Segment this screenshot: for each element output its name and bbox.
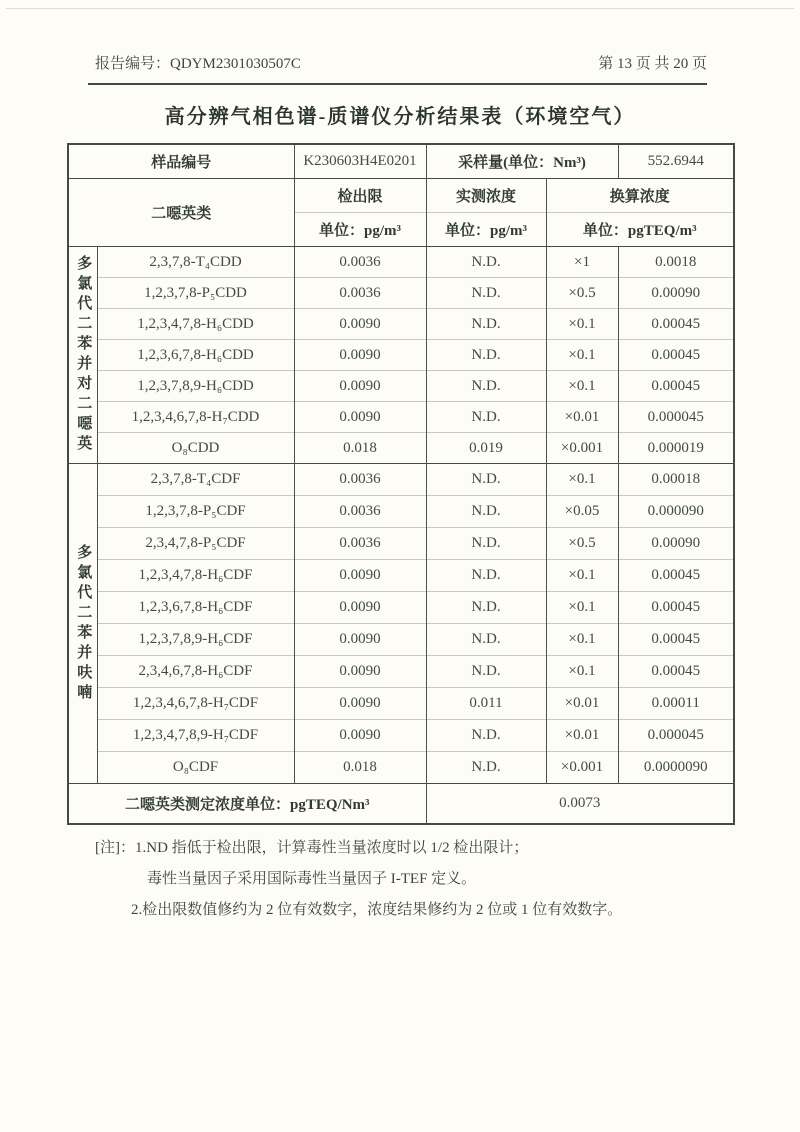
measured-unit: 单位：pg/m³ (426, 213, 546, 247)
detection-limit-cell: 0.0090 (294, 371, 426, 402)
measured-value-cell: N.D. (426, 656, 546, 688)
total-value: 0.0073 (426, 784, 734, 824)
header-rule (88, 83, 707, 85)
measured-value-cell: N.D. (426, 340, 546, 371)
congener-name-cell: 2,3,7,8-T₄CDD (97, 247, 294, 278)
converted-value-cell: 0.00045 (618, 656, 734, 688)
teq-factor-cell: ×0.1 (546, 560, 618, 592)
detection-limit-cell: 0.0090 (294, 624, 426, 656)
measured-value-cell: 0.019 (426, 433, 546, 464)
detection-limit-cell: 0.0090 (294, 592, 426, 624)
teq-factor-cell: ×0.05 (546, 496, 618, 528)
congener-name-cell: 2,3,4,7,8-P₅CDF (97, 528, 294, 560)
teq-factor-cell: ×0.5 (546, 528, 618, 560)
congener-row (68, 278, 734, 309)
page-header (95, 52, 707, 73)
detection-limit-cell: 0.0036 (294, 464, 426, 496)
column-header-row (68, 179, 734, 213)
congener-name-cell: 1,2,3,4,7,8-H₆CDD (97, 309, 294, 340)
congener-name-cell: 1,2,3,4,6,7,8-H₇CDD (97, 402, 294, 433)
detection-limit-cell: 0.0036 (294, 278, 426, 309)
converted-value-cell: 0.00011 (618, 688, 734, 720)
note-text: 1.ND 指低于检出限，计算毒性当量浓度时以 1/2 检出限计； (135, 840, 529, 856)
measured-value-cell: N.D. (426, 560, 546, 592)
measured-value-cell: N.D. (426, 496, 546, 528)
congener-row (68, 402, 734, 433)
measured-value-cell: N.D. (426, 371, 546, 402)
teq-factor-cell: ×0.1 (546, 624, 618, 656)
converted-unit: 单位：pgTEQ/m³ (546, 213, 734, 247)
congener-row (68, 528, 734, 560)
congener-row (68, 433, 734, 464)
congener-row (68, 592, 734, 624)
measured-value-cell: N.D. (426, 278, 546, 309)
teq-factor-cell: ×0.1 (546, 309, 618, 340)
congener-row (68, 752, 734, 784)
detection-limit-cell: 0.0090 (294, 656, 426, 688)
converted-value-cell: 0.00045 (618, 624, 734, 656)
measured-value-cell: N.D. (426, 528, 546, 560)
congener-row (68, 309, 734, 340)
detection-limit-cell: 0.0036 (294, 496, 426, 528)
detection-limit-cell: 0.0090 (294, 309, 426, 340)
converted-value-cell: 0.00045 (618, 309, 734, 340)
congener-name-cell: 1,2,3,6,7,8-H₆CDD (97, 340, 294, 371)
table-body (68, 247, 734, 784)
teq-factor-cell: ×0.1 (546, 371, 618, 402)
measured-value-cell: 0.011 (426, 688, 546, 720)
teq-factor-cell: ×0.001 (546, 752, 618, 784)
congener-row (68, 247, 734, 278)
report-number: 报告编号：QDYM2301030507C (95, 56, 301, 72)
group-label: 多氯代二苯并呋喃 (68, 464, 97, 784)
detection-limit-unit: 单位：pg/m³ (294, 213, 426, 247)
detection-limit-cell: 0.0090 (294, 560, 426, 592)
sample-row (68, 144, 734, 179)
converted-value-cell: 0.0018 (618, 247, 734, 278)
converted-value-cell: 0.00018 (618, 464, 734, 496)
measured-value-cell: N.D. (426, 752, 546, 784)
detection-limit-cell: 0.0090 (294, 402, 426, 433)
detection-limit-cell: 0.018 (294, 752, 426, 784)
congener-name-cell: 1,2,3,4,7,8-H₆CDF (97, 560, 294, 592)
converted-value-cell: 0.00090 (618, 278, 734, 309)
congener-row (68, 688, 734, 720)
measured-value-cell: N.D. (426, 720, 546, 752)
converted-value-cell: 0.000045 (618, 402, 734, 433)
measured-value-cell: N.D. (426, 464, 546, 496)
teq-factor-cell: ×0.01 (546, 688, 618, 720)
analyte-class-header: 二噁英类 (68, 179, 294, 247)
congener-row (68, 340, 734, 371)
scan-artifact-line (6, 8, 794, 9)
detection-limit-cell: 0.0090 (294, 340, 426, 371)
detection-limit-header: 检出限 (294, 179, 426, 213)
congener-name-cell: 1,2,3,4,7,8,9-H₇CDF (97, 720, 294, 752)
measured-value-cell: N.D. (426, 624, 546, 656)
congener-name-cell: O₈CDF (97, 752, 294, 784)
converted-value-cell: 0.0000090 (618, 752, 734, 784)
converted-value-cell: 0.000090 (618, 496, 734, 528)
sampling-volume-label: 采样量(单位：Nm³) (426, 144, 618, 179)
sample-id-label: 样品编号 (68, 144, 294, 179)
group-label: 多氯代二苯并对二噁英 (68, 247, 97, 464)
congener-name-cell: 1,2,3,7,8-P₅CDF (97, 496, 294, 528)
teq-factor-cell: ×0.5 (546, 278, 618, 309)
measured-header: 实测浓度 (426, 179, 546, 213)
measured-value-cell: N.D. (426, 592, 546, 624)
detection-limit-cell: 0.0090 (294, 720, 426, 752)
converted-value-cell: 0.00045 (618, 592, 734, 624)
congener-name-cell: 1,2,3,6,7,8-H₆CDF (97, 592, 294, 624)
congener-name-cell: 1,2,3,7,8-P₅CDD (97, 278, 294, 309)
teq-factor-cell: ×0.01 (546, 402, 618, 433)
teq-factor-cell: ×0.1 (546, 340, 618, 371)
congener-name-cell: 2,3,4,6,7,8-H₆CDF (97, 656, 294, 688)
total-row (68, 784, 734, 824)
converted-value-cell: 0.00045 (618, 340, 734, 371)
teq-factor-cell: ×0.001 (546, 433, 618, 464)
teq-factor-cell: ×0.1 (546, 656, 618, 688)
teq-factor-cell: ×0.1 (546, 464, 618, 496)
congener-row (68, 720, 734, 752)
congener-row (68, 371, 734, 402)
footnotes (95, 838, 725, 931)
congener-name-cell: 1,2,3,4,6,7,8-H₇CDF (97, 688, 294, 720)
note-line (95, 838, 725, 858)
page-title: 高分辨气相色谱-质谱仪分析结果表（环境空气） (164, 106, 636, 128)
teq-factor-cell: ×0.01 (546, 720, 618, 752)
congener-name-cell: O₈CDD (97, 433, 294, 464)
detection-limit-cell: 0.018 (294, 433, 426, 464)
sampling-volume-value: 552.6944 (618, 144, 734, 179)
teq-factor-cell: ×1 (546, 247, 618, 278)
measured-value-cell: N.D. (426, 402, 546, 433)
converted-value-cell: 0.00045 (618, 560, 734, 592)
congener-row (68, 624, 734, 656)
page-indicator: 第 13 页 共 20 页 (598, 56, 707, 72)
converted-value-cell: 0.00090 (618, 528, 734, 560)
congener-name-cell: 1,2,3,7,8,9-H₆CDD (97, 371, 294, 402)
converted-value-cell: 0.00045 (618, 371, 734, 402)
detection-limit-cell: 0.0036 (294, 528, 426, 560)
note-prefix: [注]： (95, 840, 135, 856)
results-table (67, 143, 735, 825)
measured-value-cell: N.D. (426, 247, 546, 278)
congener-row (68, 656, 734, 688)
congener-row (68, 496, 734, 528)
converted-value-cell: 0.000045 (618, 720, 734, 752)
congener-name-cell: 1,2,3,7,8,9-H₆CDF (97, 624, 294, 656)
converted-value-cell: 0.000019 (618, 433, 734, 464)
congener-row (68, 560, 734, 592)
detection-limit-cell: 0.0090 (294, 688, 426, 720)
teq-factor-cell: ×0.1 (546, 592, 618, 624)
converted-header: 换算浓度 (546, 179, 734, 213)
congener-row (68, 464, 734, 496)
note-line: 毒性当量因子采用国际毒性当量因子 I-TEF 定义。 (147, 871, 477, 887)
measured-value-cell: N.D. (426, 309, 546, 340)
detection-limit-cell: 0.0036 (294, 247, 426, 278)
congener-name-cell: 2,3,7,8-T₄CDF (97, 464, 294, 496)
sample-id-value: K230603H4E0201 (294, 144, 426, 179)
total-label: 二噁英类测定浓度单位：pgTEQ/Nm³ (68, 784, 426, 824)
note-line: 2.检出限数值修约为 2 位有效数字，浓度结果修约为 2 位或 1 位有效数字。 (131, 902, 623, 918)
